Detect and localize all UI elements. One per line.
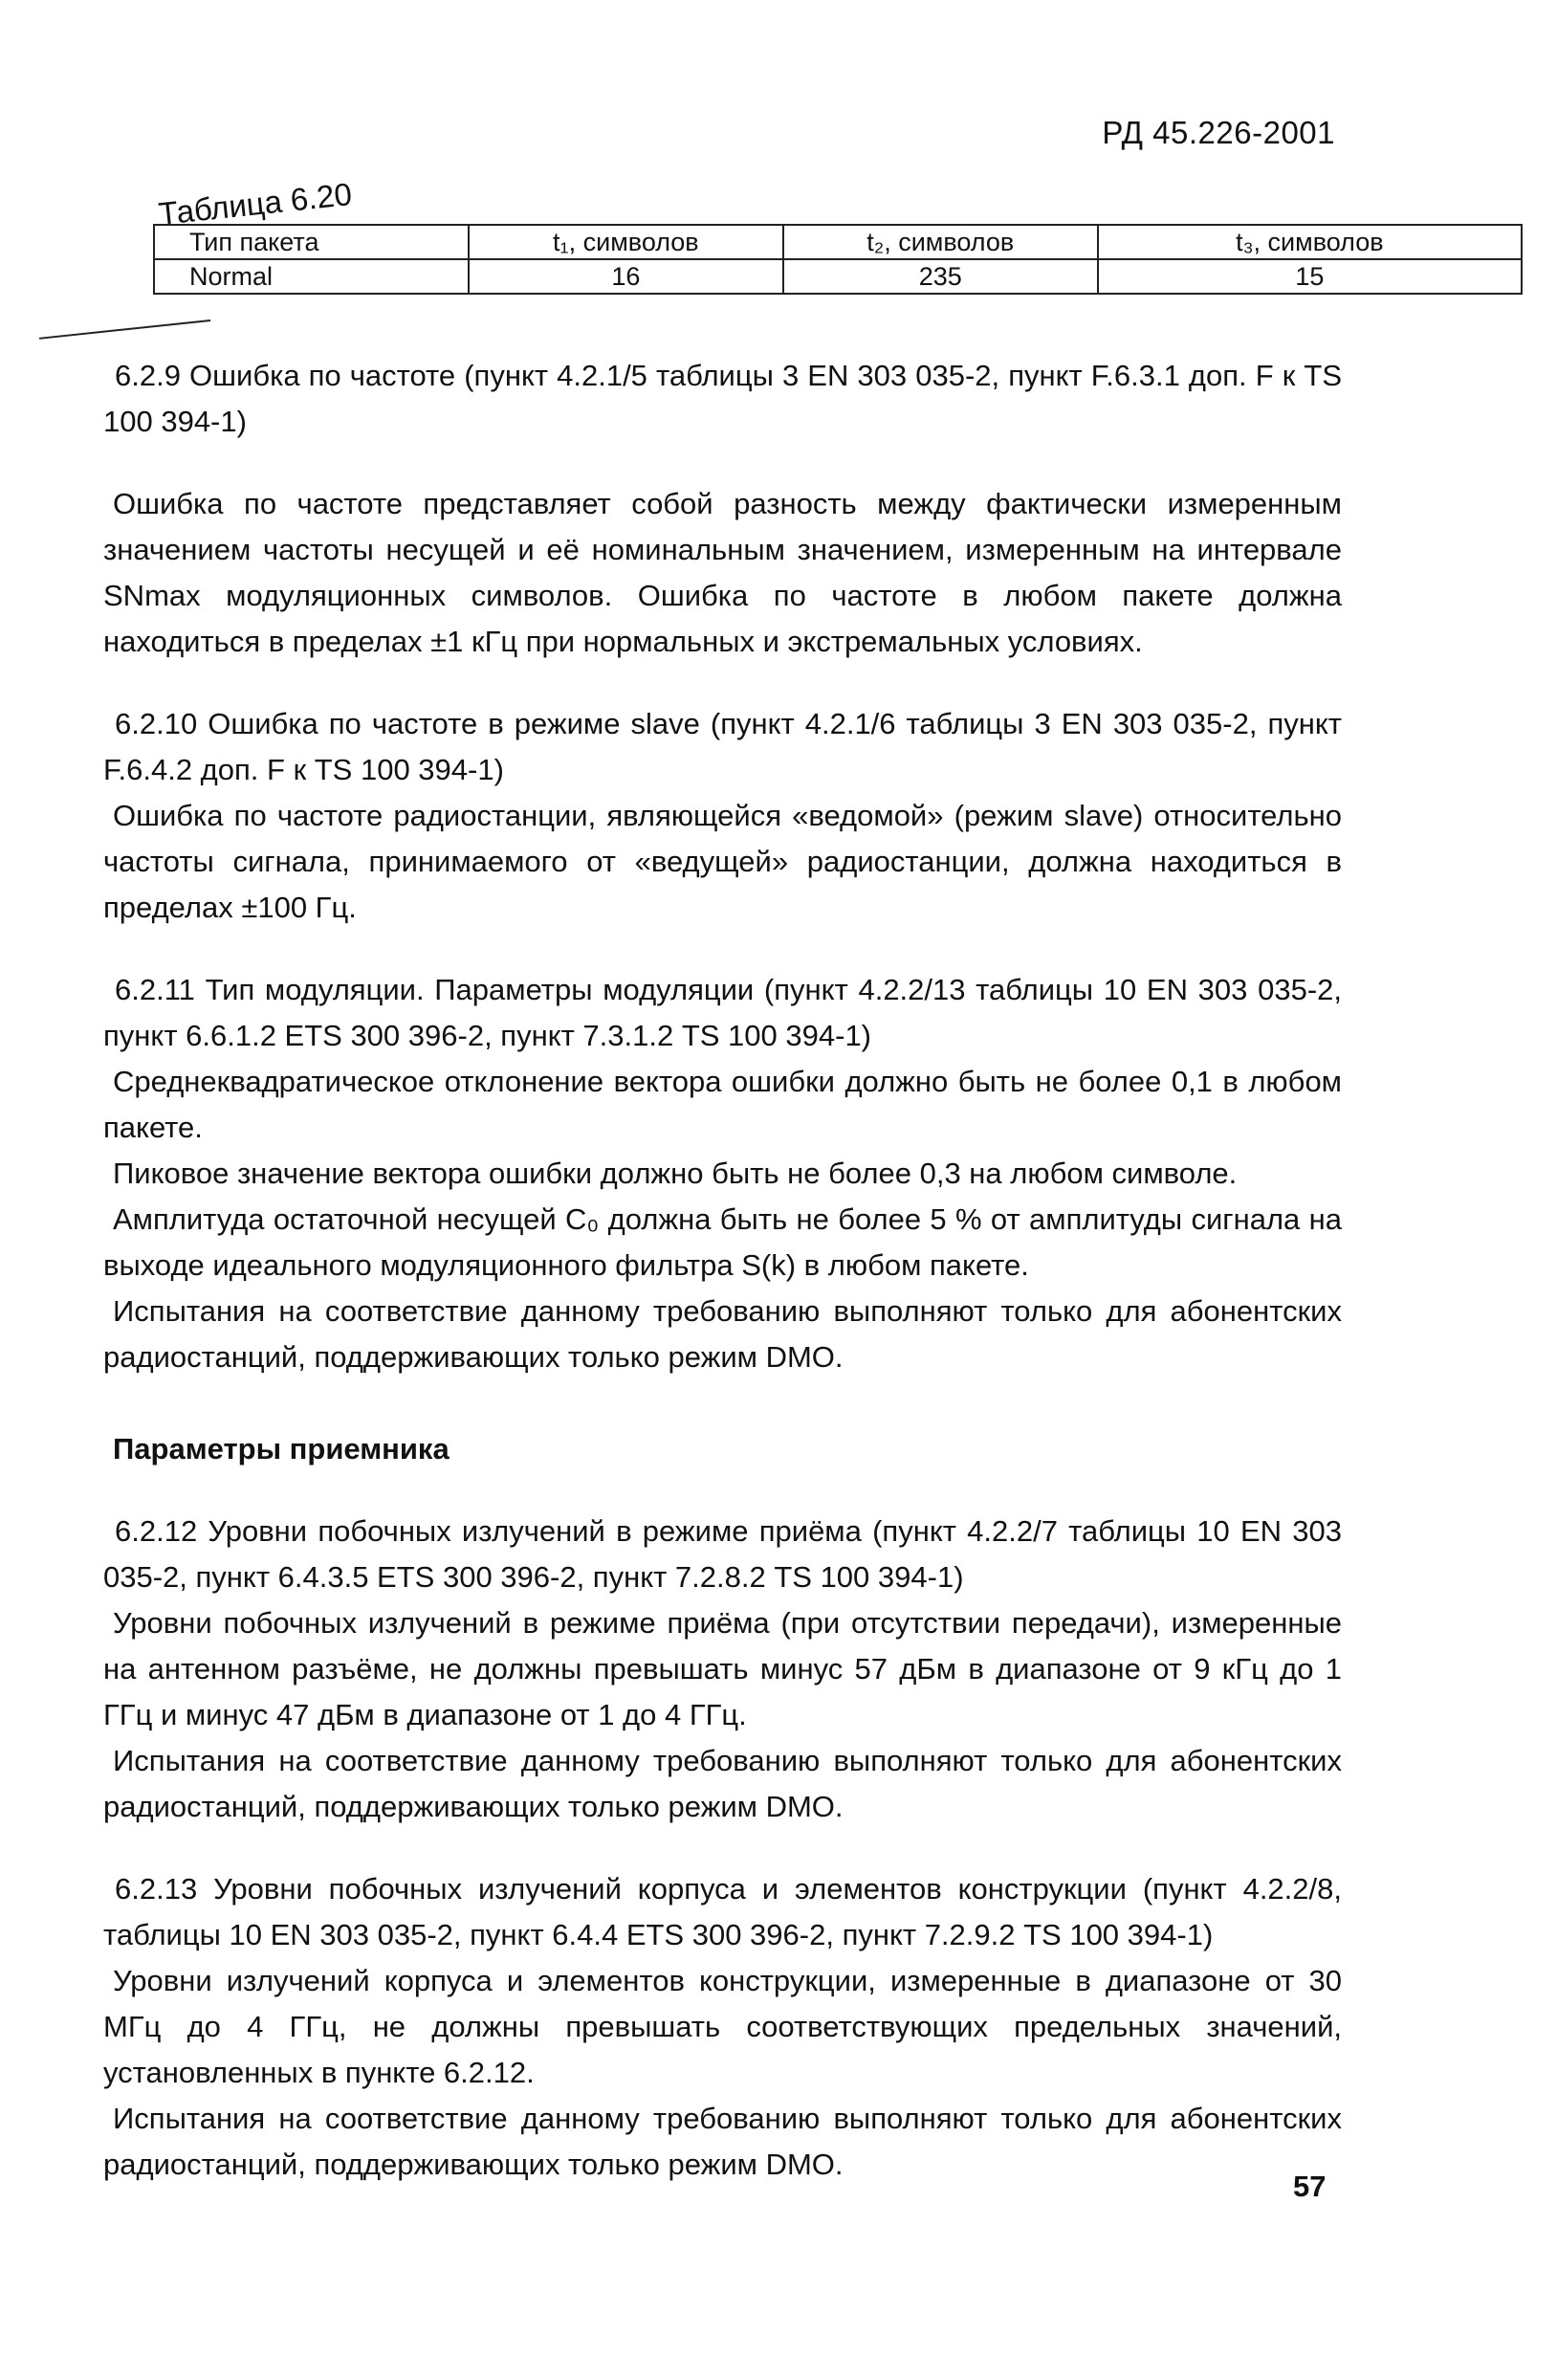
section-heading: 6.2.11 Тип модуляции. Параметры модуляции (пункт 4.2.2/13 таблицы 10 EN 303 035-2, пункт 6.6.1.2 ETS 300 396-2, пункт 7.3.1.2 TS 100 394-1)	[103, 973, 1342, 1052]
paragraph: Уровни побочных излучений в режиме приёма (при отсутствии передачи), измеренные на антенном разъёме, не должны превышать минус 57 дБм в диапазоне от 9 кГц до 1 ГГц и минус 47 дБм в диапазоне от 1 до 4 ГГц.	[103, 1606, 1342, 1731]
section-heading: 6.2.9 Ошибка по частоте (пункт 4.2.1/5 таблицы 3 EN 303 035-2, пункт F.6.3.1 доп. F к TS 100 394-1)	[103, 359, 1342, 438]
paragraph: Ошибка по частоте представляет собой разность между фактически измеренным значением частоты несущей и её номинальным значением, измеренным на интервале SNmax модуляционных символов. Ошибка по частоте в любом пакете должна находиться в пределах ±1 кГц при нормальных и экстремальных условиях.	[103, 487, 1342, 658]
document-code: РД 45.226-2001	[1102, 115, 1335, 150]
packet-timing-table	[153, 224, 1523, 295]
section-heading: 6.2.12 Уровни побочных излучений в режиме приёма (пункт 4.2.2/7 таблицы 10 EN 303 035-2, пункт 6.4.3.5 ETS 300 396-2, пункт 7.2.8.2 TS 100 394-1)	[103, 1514, 1342, 1594]
table-row	[154, 259, 1522, 294]
table-header-row	[154, 225, 1522, 259]
section-heading: 6.2.10 Ошибка по частоте в режиме slave (пункт 4.2.1/6 таблицы 3 EN 303 035-2, пункт F.6.4.2 доп. F к TS 100 394-1)	[103, 707, 1342, 786]
page-number: 57	[1293, 2170, 1327, 2203]
column-header: t₁, символов	[469, 225, 783, 259]
column-header: t₃, символов	[1098, 225, 1522, 259]
table-caption: Таблица 6.20	[157, 176, 354, 232]
paragraph: Среднеквадратическое отклонение вектора ошибки должно быть не более 0,1 в любом пакете.	[103, 1065, 1342, 1144]
paragraph: Пиковое значение вектора ошибки должно быть не более 0,3 на любом символе.	[113, 1157, 1238, 1190]
section-heading: 6.2.13 Уровни побочных излучений корпуса и элементов конструкции (пункт 4.2.2/8, таблицы 10 EN 303 035-2, пункт 6.4.4 ETS 300 396-2, пункт 7.2.9.2 TS 100 394-1)	[103, 1872, 1342, 1951]
paragraph: Уровни излучений корпуса и элементов конструкции, измеренные в диапазоне от 30 МГц до 4 ГГц, не должны превышать соответствующих предельных значений, установленных в пункте 6.2.12.	[103, 1964, 1342, 2089]
table-cell: Normal	[154, 259, 469, 294]
paragraph: Ошибка по частоте радиостанции, являющейся «ведомой» (режим slave) относительно частоты сигнала, принимаемого от «ведущей» радиостанции, должна находиться в пределах ±100 Гц.	[103, 799, 1342, 924]
paragraph: Испытания на соответствие данному требованию выполняют только для абонентских радиостанций, поддерживающих только режим DMO.	[103, 2102, 1342, 2181]
table-cell: 16	[469, 259, 783, 294]
caption-divider	[39, 320, 210, 340]
paragraph: Амплитуда остаточной несущей C₀ должна быть не более 5 % от амплитуды сигнала на выходе идеального модуляционного фильтра S(k) в любом пакете.	[103, 1202, 1342, 1282]
paragraph: Испытания на соответствие данному требованию выполняют только для абонентских радиостанций, поддерживающих только режим DMO.	[103, 1744, 1342, 1823]
table-cell: 15	[1098, 259, 1522, 294]
column-header: Тип пакета	[154, 225, 469, 259]
column-header: t₂, символов	[783, 225, 1098, 259]
table-cell: 235	[783, 259, 1098, 294]
document-body	[103, 340, 1342, 2188]
subsection-title: Параметры приемника	[113, 1432, 450, 1465]
paragraph: Испытания на соответствие данному требованию выполняют только для абонентских радиостанций, поддерживающих только режим DMO.	[103, 1294, 1342, 1374]
